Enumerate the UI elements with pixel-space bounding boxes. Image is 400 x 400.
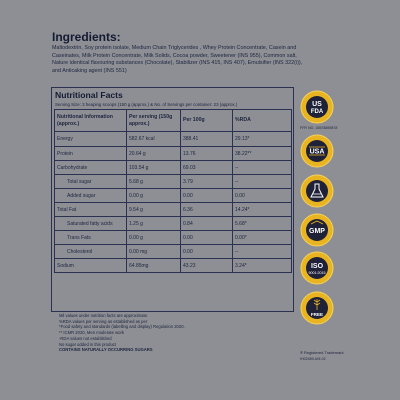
nutrient-name: Carbohydrate (55, 161, 127, 175)
serving-value: 0.00 g (127, 231, 181, 245)
per100-value: 0.00 (181, 245, 233, 259)
per100-value: 3.79 (181, 175, 233, 189)
gluten-free-icon (300, 291, 334, 325)
badge-bottom-text: USA (309, 148, 325, 156)
rda-value: 3.24* (233, 259, 292, 273)
table-row (55, 175, 292, 189)
nutrient-name: Total Fat (55, 203, 127, 217)
nutrition-panel (51, 87, 294, 312)
table-row (55, 132, 292, 147)
nutrient-name: Cholesterol (55, 245, 127, 259)
footnote-line: ** ICMR 2020, Men moderate work (59, 330, 124, 336)
label-code: IH02489-UM-02 (300, 357, 326, 361)
ingredients-title: Ingredients: (52, 30, 121, 44)
per100-value: 0.84 (181, 217, 233, 231)
nutrient-name: Energy (55, 132, 127, 147)
table-row (55, 259, 292, 273)
footnote-line: No sugar added in this product (59, 341, 117, 347)
footnote-line: Mil values under nutrition facts are approximate. (59, 313, 149, 318)
badge-top-text: US (312, 101, 322, 108)
badge-bottom-text: FREE (310, 312, 324, 317)
rda-value: -- (233, 245, 292, 259)
nutrition-table (54, 109, 292, 273)
rda-value: 0.00 (233, 189, 292, 203)
us-fda-icon (300, 90, 334, 124)
nutrient-name: Sodium (55, 259, 127, 273)
nutrient-name: Saturated fatty acids (55, 217, 127, 231)
fda-caption: FFR NO. 15578859878 (300, 126, 338, 130)
serving-value: 5.68 g (127, 175, 181, 189)
rda-value: 14.24* (233, 203, 292, 217)
trademark-note: ® Registered Trademark (300, 350, 344, 355)
serving-value: 20.64 g (127, 147, 181, 161)
header-rda: %RDA (233, 110, 292, 132)
per100-value: 13.76 (181, 147, 233, 161)
rda-value: -- (233, 175, 292, 189)
footnotes (59, 313, 279, 353)
rda-value: 29.13* (233, 132, 292, 147)
rda-value: 0.00* (233, 231, 292, 245)
serving-value: 582.67 kcal (127, 132, 181, 147)
serving-value: 1.25 g (127, 217, 181, 231)
gmp-flask-icon (300, 174, 334, 208)
nutrition-title: Nutritional Facts (55, 90, 123, 100)
header-info: Nutritional Information (approx.) (55, 110, 127, 132)
per100-value: 43.23 (181, 259, 233, 273)
footnote-line: -RDA values not established (59, 335, 112, 341)
ingredients-text: Maltodextrin, Soy protein isolate, Medium Chain Triglycerides , Whey Protein Concentrate, Casein and Caseinates, Milk Protein Concentrate, Milk Solids, Cocoa powder, Sweetener (INS 955), Common salt, Nature identical flavouring substances (Chocolate), Stabilizer (INS 415, INS 407), Emulsifier (INS 322(i)), and Anticaking agent (INS 551) (52, 45, 303, 74)
serving-size: Serving Size: 3 heaping scoops (150 g (approx.) & No. of Servings per container: 23 (approx.) (55, 102, 238, 107)
table-row (55, 189, 292, 203)
badge-bottom-text: 9001:2015 (308, 271, 326, 275)
made-in-usa-icon (300, 134, 334, 168)
nutrient-name: Total sugar (55, 175, 127, 189)
per100-value: 0.00 (181, 231, 233, 245)
table-row (55, 245, 292, 259)
badge-top-text: ISO (310, 263, 324, 270)
table-row (55, 231, 292, 245)
table-row (55, 147, 292, 161)
per100-value: 388.41 (181, 132, 233, 147)
nutrient-name: Trans Fats (55, 231, 127, 245)
serving-value: 0.00 g (127, 189, 181, 203)
header-serving: Per serving (150g approx.) (127, 110, 181, 132)
iso-certified-icon (300, 251, 334, 285)
header-per100: Per 100g (181, 110, 233, 132)
per100-value: 6.36 (181, 203, 233, 217)
rda-value: -- (233, 161, 292, 175)
table-row (55, 217, 292, 231)
nutrient-name: Added sugar (55, 189, 127, 203)
footnote-line: %RDA values per serving as established as per (59, 318, 148, 324)
badge-bottom-text: FDA (310, 109, 324, 115)
serving-value: 103.54 g (127, 161, 181, 175)
badge-bottom-text: GMP (309, 228, 325, 235)
serving-value: 0.00 mg (127, 245, 181, 259)
rda-value: 38.22** (233, 147, 292, 161)
footnote-bold: CONTAINS NATURALLY OCCURRING SUGARS (59, 347, 153, 353)
nutrient-name: Protein (55, 147, 127, 161)
rda-value: 5.68* (233, 217, 292, 231)
per100-value: 69.03 (181, 161, 233, 175)
table-header-row (55, 110, 292, 132)
serving-value: 9.54 g (127, 203, 181, 217)
table-row (55, 161, 292, 175)
gmp-certified-icon (300, 213, 334, 247)
per100-value: 0.00 (181, 189, 233, 203)
serving-value: 64.85mg (127, 259, 181, 273)
footnote-line: *Food safety and standards (labelling and display) Regulation 2020. (59, 324, 185, 330)
table-row (55, 203, 292, 217)
